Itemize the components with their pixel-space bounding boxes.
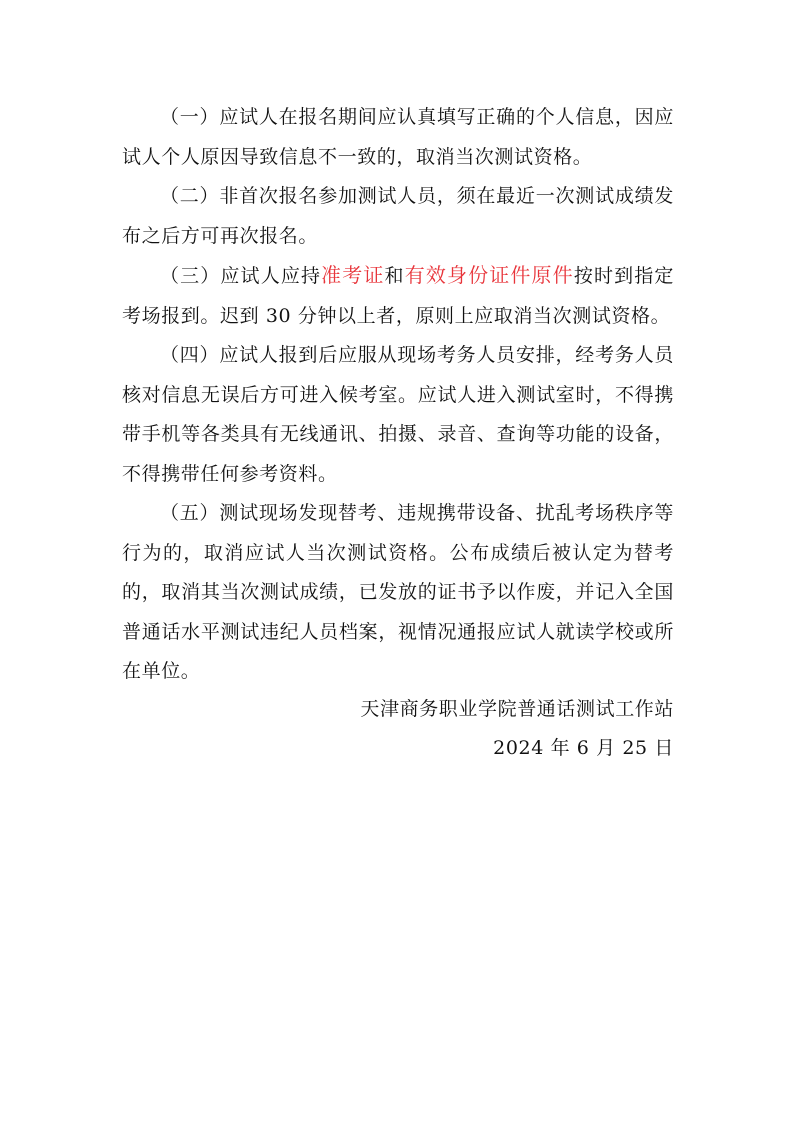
signature-organization: 天津商务职业学院普通话测试工作站: [360, 698, 674, 720]
rule-4: [122, 336, 674, 494]
rule-1-text: （一）应试人在报名期间应认真填写正确的个人信息，因应试人个人原因导致信息不一致的，取消当次测试资格。: [122, 106, 674, 168]
rule-5: [122, 494, 674, 692]
rules-list: [122, 98, 674, 692]
signature-date: 2024 年 6 月 25 日: [493, 737, 674, 759]
valid-id-highlight: 有效身份证件原件: [404, 263, 574, 287]
rule-2: [122, 177, 674, 256]
admission-ticket-highlight: 准考证: [321, 263, 385, 287]
rule-2-text: （二）非首次报名参加测试人员，须在最近一次测试成绩发布之后方可再次报名。: [122, 185, 674, 247]
rule-3-text-and: 和: [384, 265, 405, 287]
rule-4-text: （四）应试人报到后应服从现场考务人员安排，经考务人员核对信息无误后方可进入候考室。应试人进入测试室时，不得携带手机等各类具有无线通讯、拍摄、录音、查询等功能的设备，不得携带任何参考资料。: [122, 344, 674, 485]
rule-3: [122, 256, 674, 336]
rule-5-text: （五）测试现场发现替考、违规携带设备、扰乱考场秩序等行为的，取消应试人当次测试资格。公布成绩后被认定为替考的，取消其当次测试成绩，已发放的证书予以作废，并记入全国普通话水平测试违纪人员档案，视情况通报应试人就读学校或所在单位。: [122, 502, 674, 682]
rule-1: [122, 98, 674, 177]
rule-3-text-end: 按时到指定考场报到。迟到 30 分钟以上者，原则上应取消当次测试资格。: [122, 265, 674, 327]
rule-3-text-start: （三）应试人应持: [160, 265, 322, 287]
